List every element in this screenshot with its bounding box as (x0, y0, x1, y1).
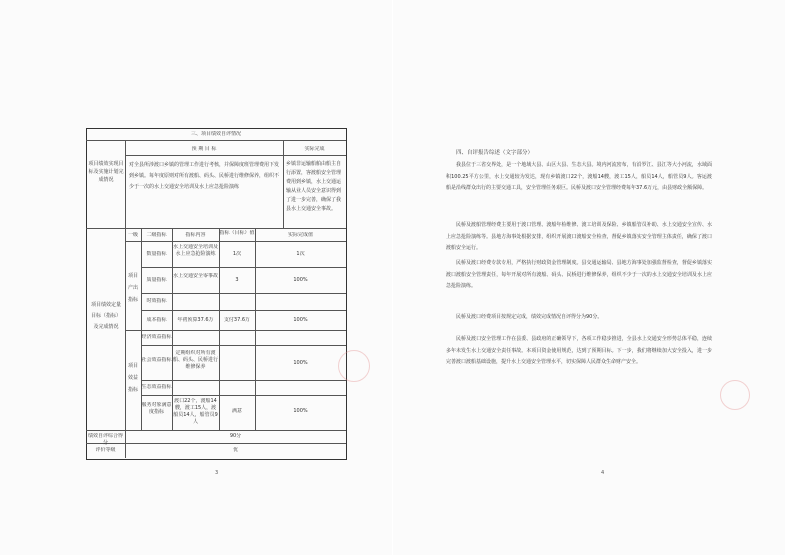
r6-second: 生态效益指标 (141, 384, 172, 390)
r1-target: 3 (235, 277, 239, 283)
paragraph-1: 我县位于三省交界处，是一个地域大县、山区大县、生态大县。境内河流密布，有沿罗江、县江等大小河流，水域面积100.25平方公里，水上交通较为发达，现有乡镇渡口22个，渡船14艘，渡工15人，船员14人，船管员9人。客运渡船是沿线群众出行的主要交通工具，安全管理任务艰巨。民桥及渡口安全管理经费每年37.6万元，由县财政全额保障。 (446, 162, 712, 191)
r0-actual: 1次 (296, 251, 305, 257)
summary-title: 四、自评报告综述（文字部分） (456, 150, 534, 156)
paragraph-4: 民桥及渡口经费项目按规定完成，绩效完成情况自评得分为90分。 (456, 314, 603, 320)
score-label: 绩效自评综合得分 (87, 433, 123, 446)
level1-benefit: 项目效益指标 (127, 363, 138, 393)
r0-second: 数量指标 (146, 251, 167, 257)
r5-actual: 100% (293, 360, 308, 366)
paragraph-3: 民桥及渡口经费专款专用，严格执行财政资金管理制度。县交通运输局、县地方海事处加强监督检查，督促乡镇落实渡口渡船安全管理责任，每年开展对所有渡船、码头、民桥进行维修保养，组织不少于一次的水上交通安全培训及水上应急抢险演练。 (446, 260, 712, 289)
r5-second: 社会效益指标 (141, 357, 172, 363)
section-title: 三、项目绩效自评情况 (190, 131, 241, 137)
header-target: 指标（目标）值 (219, 230, 255, 236)
seal-stamp-right (720, 380, 750, 410)
target-header: 预 期 目 标 (191, 146, 217, 152)
target-text: 对全县所涉渡口乡镇的管理工作进行考核，并保障度班管理费用下发到乡镇。每年度原则对所有渡船、码头、民桥进行维修保养，组织不少于一次的水上交通安全培训及水上应急抢险演练 (129, 162, 280, 190)
r1-content: 水上交通安全零事故 (173, 273, 218, 279)
r3-actual: 100% (293, 317, 308, 323)
page-number: 3 (215, 470, 219, 476)
r1-actual: 100% (293, 277, 308, 283)
r7-second: 服务对象满意度指标 (141, 402, 172, 415)
left-page (0, 0, 392, 555)
r7-content: 渡口22个，渡船14艘，渡工15人，渡船员14人，船管员9人 (173, 398, 218, 425)
r3-second: 成本指标 (146, 317, 167, 323)
indicator-row-label: 项目绩效定量目标（指标）及完成情况 (90, 302, 121, 330)
level1-output: 项目产出指标 (127, 273, 138, 303)
header-level1: 一级 (127, 232, 138, 238)
header-content: 指标内容 (185, 232, 206, 238)
grade-label: 评价等级 (95, 447, 116, 453)
r3-content: 年初预算37.6万 (177, 317, 214, 323)
score-value: 90分 (229, 433, 242, 439)
r7-target: 满意 (231, 408, 242, 414)
r5-content: 定期组织对所有渡船、码头、民桥进行维修保养 (173, 350, 218, 370)
seal-stamp (338, 350, 370, 382)
header-actual: 实际完成值 (287, 232, 313, 238)
r0-target: 1次 (232, 251, 242, 257)
actual-header: 实际完成 (304, 146, 325, 152)
r2-second: 时效指标 (146, 298, 167, 304)
r7-actual: 100% (293, 408, 308, 414)
header-level2: 二级指标 (146, 232, 167, 238)
grade-value: 优 (232, 447, 238, 453)
paragraph-2: 民桥及渡船管理经费主要用于渡口管理、渡船年检维修、渡工培训及保险、乡镇船管员补助、水上交通安全宣传、水上应急抢险演练等。县地方海事处根据安排，组织开展渡口渡船安全检查，督促乡镇落实安全管理主体责任，确保了渡口渡船安全运行。 (446, 222, 712, 251)
goal-row-label: 项目绩效实现目标及实施计划完成情况 (88, 161, 124, 183)
page-number-right: 4 (601, 470, 605, 476)
r0-content: 水上交通安全培训及水上应急抢险演练 (173, 244, 218, 257)
paragraph-5: 民桥及渡口安全管理工作在县委、县政府的正确领导下，各项工作稳步推进，全县水上交通安全形势总体平稳，连续多年未发生水上交通安全责任事故。本项目资金使用规范，达到了预期目标。下一步，我们将继续加大安全投入，进一步完善渡口渡船基础设施，提升水上交通安全管理水平，切实保障人民群众生命财产安全。 (446, 336, 712, 365)
actual-text: 乡镇非运输船舶由船主自行添置，客渡船安全管理费用到乡镇，水上交通运输从业人员安全意识得到了进一步完善，确保了我县水上交通安全事故。 (286, 161, 342, 212)
r3-target: 支付37.6万 (223, 317, 251, 323)
r1-second: 质量指标 (146, 277, 167, 283)
r4-second: 经济效益指标 (141, 334, 172, 340)
